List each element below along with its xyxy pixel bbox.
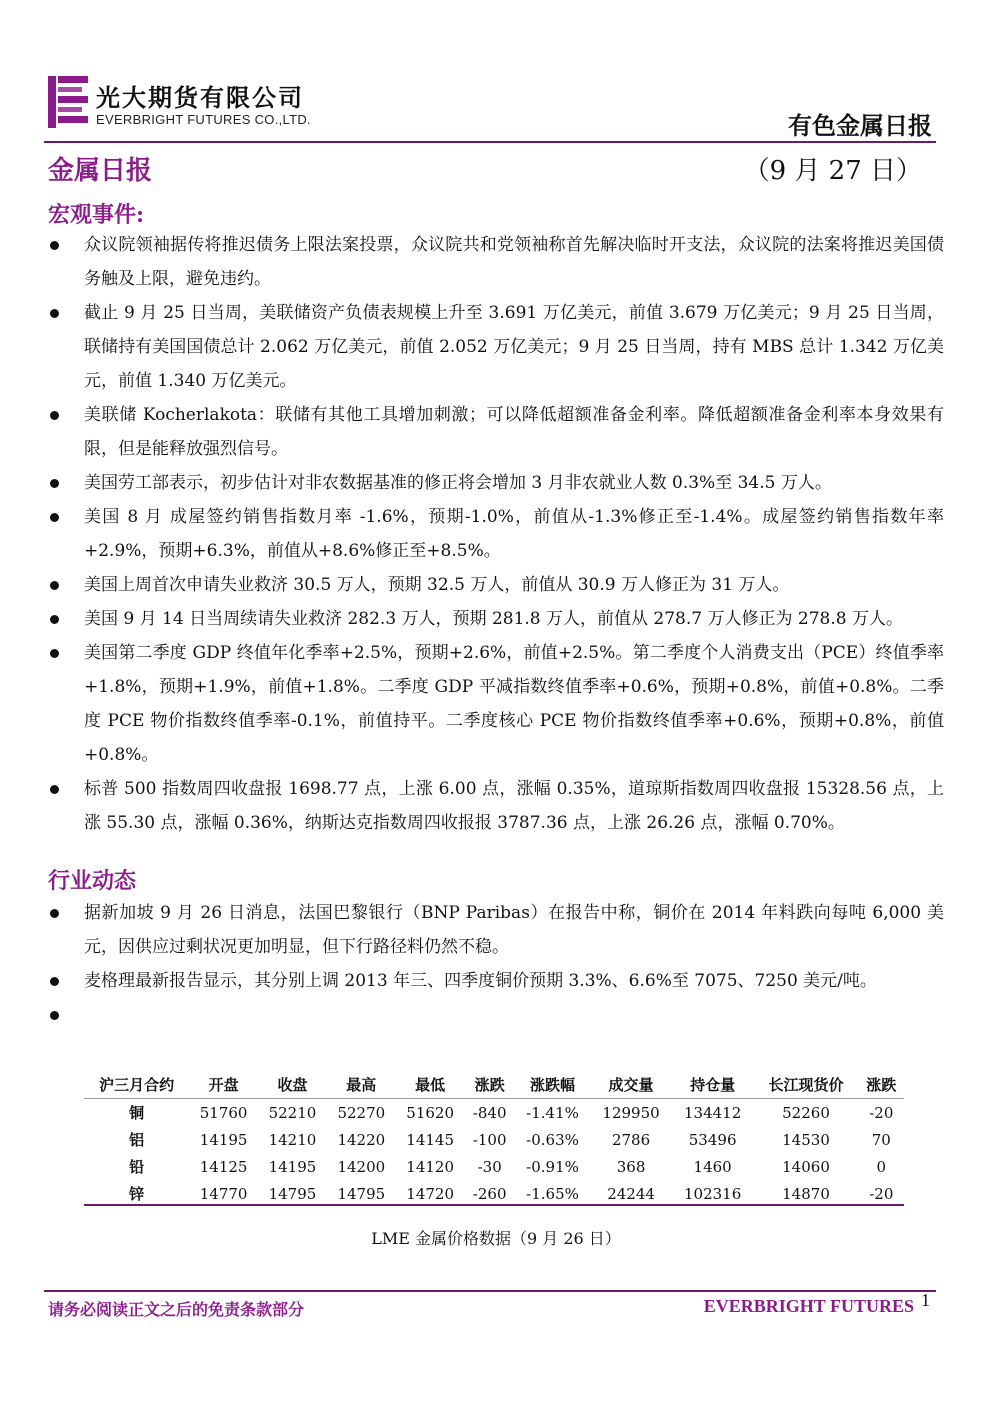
industry-item-text: 据新加坡 9 月 26 日消息，法国巴黎银行（BNP Paribas）在报告中称，铜价在 2014 年料跌向每吨 6,000 美元，因供应过剩状况更加明显，但下行路径料仍然不稳。	[84, 903, 944, 957]
column-header: 涨跌	[859, 1070, 904, 1099]
column-header: 成交量	[590, 1070, 672, 1099]
page-number: 1	[921, 1290, 930, 1310]
list-item	[44, 896, 944, 964]
industry-news-list	[44, 896, 944, 1032]
column-header: 最高	[327, 1070, 396, 1099]
industry-section-title: 行业动态	[48, 868, 137, 894]
table-cell: 铅	[129, 1158, 145, 1176]
industry-item-text	[84, 1005, 89, 1025]
document-type: 有色金属日报	[788, 111, 932, 140]
bullet-icon	[50, 581, 59, 590]
table-cell: 14870	[782, 1184, 830, 1203]
bullet-icon	[50, 909, 59, 918]
table-cell: 14770	[199, 1184, 248, 1203]
bullet-icon	[50, 977, 59, 986]
table-cell: 52260	[782, 1103, 830, 1122]
table-cell: -1.41%	[526, 1103, 579, 1122]
table-cell: 14795	[337, 1184, 386, 1203]
footer-divider	[44, 1290, 936, 1292]
table-cell: 14120	[406, 1157, 454, 1176]
table-cell: -840	[472, 1103, 507, 1122]
table-header-row	[84, 1070, 904, 1099]
table-cell: -20	[869, 1184, 894, 1203]
bullet-icon	[50, 513, 59, 522]
bullet-icon	[50, 615, 59, 624]
table-cell: 52210	[268, 1103, 317, 1122]
list-item	[44, 772, 944, 840]
table-cell: 14200	[337, 1157, 386, 1176]
table-row	[84, 1099, 904, 1127]
company-name-en: EVERBRIGHT FUTURES CO.,LTD.	[96, 112, 311, 127]
table-row	[84, 1180, 904, 1207]
list-item	[44, 398, 944, 466]
bullet-icon	[50, 411, 59, 420]
table-row	[84, 1126, 904, 1153]
table-cell: 51760	[199, 1103, 248, 1122]
report-date: （9 月 27 日）	[743, 156, 922, 186]
table-cell: 铝	[129, 1131, 145, 1149]
report-title: 金属日报	[48, 156, 153, 186]
column-header: 收盘	[258, 1070, 327, 1099]
list-item	[44, 636, 944, 772]
table-cell: 14530	[782, 1130, 830, 1149]
table-cell: 24244	[607, 1184, 655, 1203]
table-cell: 14220	[337, 1130, 386, 1149]
table-cell: 102316	[683, 1184, 742, 1203]
table-cell: -260	[472, 1184, 507, 1203]
macro-item-text: 截止 9 月 25 日当周，美联储资产负债表规模上升至 3.691 万亿美元，前值 3.679 万亿美元；9 月 25 日当周，联储持有美国国债总计 2.062 万亿美元，前值 2.052 万亿美元；9 月 25 日当周，持有 MBS 总计 1.342 万亿美元，前值 1.340 万亿美元。	[84, 303, 944, 391]
table-cell: 14195	[199, 1130, 248, 1149]
list-item	[44, 466, 944, 500]
list-item	[44, 296, 944, 398]
table-cell: -30	[477, 1157, 502, 1176]
table-cell: 14795	[268, 1184, 317, 1203]
table-cell: -0.63%	[526, 1130, 579, 1149]
bullet-icon	[50, 479, 59, 488]
column-header: 持仓量	[672, 1070, 754, 1099]
table-cell: 368	[616, 1157, 646, 1176]
futures-price-table	[84, 1070, 904, 1207]
table-divider	[84, 1204, 904, 1206]
column-header: 涨跌	[465, 1070, 515, 1099]
list-item	[44, 964, 944, 998]
macro-item-text: 标普 500 指数周四收盘报 1698.77 点，上涨 6.00 点，涨幅 0.35%，道琼斯指数周四收盘报 15328.56 点，上涨 55.30 点，涨幅 0.36%，纳斯达克指数周四收报报 3787.36 点，上涨 26.26 点，涨幅 0.70%。	[84, 779, 944, 833]
everbright-logo-icon	[48, 76, 88, 128]
table-cell: 53496	[688, 1130, 737, 1149]
table-cell: 14210	[268, 1130, 317, 1149]
bullet-icon	[50, 785, 59, 794]
list-item	[44, 602, 944, 636]
table-cell: 铜	[129, 1104, 145, 1122]
bullet-icon	[50, 1011, 59, 1020]
table-cell: 14060	[782, 1157, 830, 1176]
macro-item-text: 美国 8 月 成屋签约销售指数月率 -1.6%，预期-1.0%，前值从-1.3%修正至-1.4%。成屋签约销售指数年率 +2.9%，预期+6.3%，前值从+8.6%修正至+8.5%。	[84, 507, 944, 561]
table-cell: 锌	[129, 1185, 145, 1203]
table-cell: 14720	[406, 1184, 454, 1203]
macro-item-text: 众议院领袖据传将推迟债务上限法案投票，众议院共和党领袖称首先解决临时开支法，众议院的法案将推迟美国债务触及上限，避免违约。	[84, 235, 944, 289]
list-item	[44, 228, 944, 296]
column-header: 涨跌幅	[515, 1070, 591, 1099]
table-cell: 2786	[611, 1130, 651, 1149]
footer-brand: EVERBRIGHT FUTURES	[703, 1296, 914, 1316]
list-item	[44, 998, 944, 1032]
macro-section-title: 宏观事件:	[48, 202, 145, 228]
company-name-cn: 光大期货有限公司	[96, 84, 304, 112]
macro-event-list	[44, 228, 944, 840]
macro-item-text: 美国 9 月 14 日当周续请失业救济 282.3 万人，预期 281.8 万人，前值从 278.7 万人修正为 278.8 万人。	[84, 609, 903, 629]
macro-item-text: 美国第二季度 GDP 终值年化季率+2.5%，预期+2.6%，前值+2.5%。第二季度个人消费支出（PCE）终值季率+1.8%，预期+1.9%，前值+1.8%。二季度 GDP 平减指数终值季率+0.6%，预期+0.8%，前值+0.8%。二季度 PCE 物价指数终值季率-0.1%，前值持平。二季度核心 PCE 物价指数终值季率+0.6%，预期+0.8%，前值+0.8%。	[84, 643, 944, 765]
column-header: 开盘	[189, 1070, 258, 1099]
industry-item-text: 麦格理最新报告显示，其分别上调 2013 年三、四季度铜价预期 3.3%、6.6%至 7075、7250 美元/吨。	[84, 971, 877, 991]
table-cell: -100	[472, 1130, 507, 1149]
header-divider	[44, 141, 936, 143]
bullet-icon	[50, 309, 59, 318]
macro-item-text: 美国劳工部表示，初步估计对非农数据基准的修正将会增加 3 月非农就业人数 0.3%至 34.5 万人。	[84, 473, 832, 493]
table-cell: -20	[869, 1103, 894, 1122]
list-item	[44, 568, 944, 602]
list-item	[44, 500, 944, 568]
bullet-icon	[50, 649, 59, 658]
table-cell: 52270	[337, 1103, 386, 1122]
table-cell: 1460	[693, 1157, 732, 1176]
table-cell: 70	[871, 1130, 891, 1149]
column-header: 最低	[396, 1070, 465, 1099]
column-header: 沪三月合约	[84, 1070, 189, 1099]
table-cell: 0	[876, 1157, 887, 1176]
bullet-icon	[50, 241, 59, 250]
macro-item-text: 美国上周首次申请失业救济 30.5 万人，预期 32.5 万人，前值从 30.9 万人修正为 31 万人。	[84, 575, 790, 595]
table-cell: 14145	[406, 1130, 454, 1149]
table-cell: 51620	[406, 1103, 454, 1122]
macro-item-text: 美联储 Kocherlakota：联储有其他工具增加刺激；可以降低超额准备金利率。降低超额准备金利率本身效果有限，但是能释放强烈信号。	[84, 405, 944, 459]
table-cell: 134412	[683, 1103, 742, 1122]
table-cell: -1.65%	[526, 1184, 579, 1203]
company-logo	[48, 76, 88, 128]
table-cell: 14125	[199, 1157, 248, 1176]
table-cell: 129950	[602, 1103, 660, 1122]
table-cell: 14195	[268, 1157, 317, 1176]
table-caption: LME 金属价格数据（9 月 26 日）	[371, 1229, 621, 1248]
table-row	[84, 1153, 904, 1180]
table-cell: -0.91%	[526, 1157, 579, 1176]
footer-disclaimer: 请务必阅读正文之后的免责条款部分	[48, 1300, 305, 1319]
column-header: 长江现货价	[753, 1070, 858, 1099]
